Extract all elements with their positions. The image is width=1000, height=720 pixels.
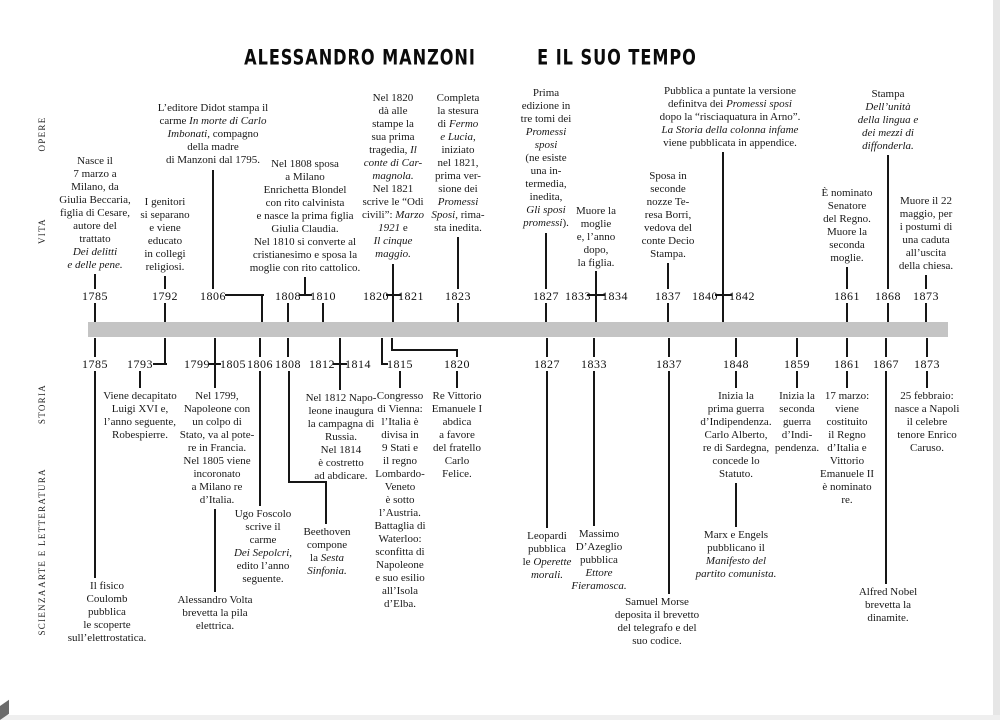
- connector-line: [214, 509, 216, 592]
- event-storia-1820: Re Vittorio Emanuele I abdica a favore del fratello Carlo Felice.: [431, 390, 483, 480]
- connector-line: [885, 338, 887, 357]
- event-opere-1820-1821: Nel 1820 dà alle stampe la sua prima tragedia, Il conte di Car- magnola. Nel 1821 scrive le “Odi civili”: Marzo 1921 e Il cinque maggio.: [361, 92, 425, 260]
- connector-line: [456, 371, 458, 388]
- event-storia-1848: Inizia la prima guerra d’Indipendenza. Carlo Alberto, re di Sardegna, concede lo Statuto.: [700, 390, 772, 480]
- year-above-1785: 1785: [82, 289, 108, 303]
- connector-line: [887, 303, 889, 322]
- year-below-1808: 1808: [275, 357, 301, 371]
- connector-line: [846, 371, 848, 388]
- section-label-scienza: SCIENZA: [37, 588, 47, 636]
- connector-line: [261, 295, 263, 322]
- year-below-1785: 1785: [82, 357, 108, 371]
- event-opere-1840-1842: Pubblica a puntate la versione definitva dei Promessi sposi dopo la “risciaquatura in Arno”. La Storia della colonna infame viene pubblicata in appendice.: [659, 85, 801, 149]
- connector-line: [926, 338, 928, 357]
- connector-line: [796, 338, 798, 357]
- year-above-1842: 1842: [729, 289, 755, 303]
- year-above-1792: 1792: [152, 289, 178, 303]
- connector-line: [164, 338, 166, 364]
- connector-line: [391, 349, 458, 351]
- year-above-1827: 1827: [533, 289, 559, 303]
- event-storia-1815: Congresso di Vienna: l’Italia è divisa in 9 Stati e il regno Lombardo- Veneto è sotto l’Austria. Battaglia di Waterloo: sconfitta di Napoleone e suo esilio all’Isola d’Elba.: [374, 390, 426, 610]
- connector-line: [846, 267, 848, 289]
- connector-line: [164, 303, 166, 322]
- event-vita-1808-1810: Nel 1808 sposa a Milano Enrichetta Blondel con rito calvinista e nasce la prima figlia Giulia Claudia. Nel 1810 si converte al cristianesimo e sposa la moglie con rito cattolico.: [249, 158, 361, 274]
- event-arte-1833: Massimo D’Azeglio pubblica Ettore Fieramosca.: [571, 528, 627, 592]
- connector-line: [925, 275, 927, 289]
- event-opere-1827: Prima edizione in tre tomi dei Promessi sposi (ne esiste una in- termedia, inedita, Gli sposi promessi).: [520, 87, 572, 229]
- event-scienza-1785: Il fisico Coulomb pubblica le scoperte sull’elettrostatica.: [67, 580, 147, 644]
- year-above-1840: 1840: [692, 289, 718, 303]
- event-scienza-1867: Alfred Nobel brevetta la dinamite.: [858, 586, 918, 624]
- connector-line: [287, 338, 289, 357]
- connector-line: [399, 371, 401, 388]
- connector-line: [546, 338, 548, 357]
- event-scienza-1837: Samuel Morse deposita il brevetto del telegrafo e del suo codice.: [614, 596, 700, 647]
- event-vita-1873: Muore il 22 maggio, per i postumi di una caduta all’uscita della chiesa.: [898, 195, 954, 272]
- connector-line: [925, 303, 927, 322]
- year-below-1833: 1833: [581, 357, 607, 371]
- connector-line: [846, 303, 848, 322]
- connector-line: [735, 483, 737, 527]
- timeline-bar: [88, 322, 948, 337]
- event-vita-1861: È nominato Senatore del Regno. Muore la seconda moglie.: [821, 187, 873, 264]
- year-below-1861: 1861: [834, 357, 860, 371]
- connector-line: [259, 338, 261, 357]
- connector-line: [94, 338, 96, 357]
- event-vita-1833-1834: Muore la moglie e, l’anno dopo, la figlia.: [575, 205, 616, 269]
- event-storia-1873: 25 febbraio: nasce a Napoli il celebre tenore Enrico Caruso.: [894, 390, 960, 454]
- connector-line: [457, 303, 459, 322]
- event-opere-1868: Stampa Dell’unità della lingua e dei mezzi di diffonderla.: [857, 88, 919, 152]
- event-arte-1808: Beethoven compone la Sesta Sinfonia.: [303, 526, 351, 577]
- year-above-1873: 1873: [913, 289, 939, 303]
- connector-line: [545, 303, 547, 322]
- connector-line: [164, 276, 166, 289]
- connector-line: [667, 263, 669, 289]
- page-edge-bottom: [0, 715, 1000, 720]
- connector-line: [796, 371, 798, 388]
- event-arte-1827: Leopardi pubblica le Operette morali.: [522, 530, 572, 581]
- connector-line: [94, 303, 96, 322]
- event-arte-1806: Ugo Foscolo scrive il carme Dei Sepolcri, edito l’anno seguente.: [233, 508, 293, 585]
- year-above-1861: 1861: [834, 289, 860, 303]
- section-label-opere: OPERE: [37, 116, 47, 152]
- connector-line: [139, 371, 141, 388]
- page-title-left: ALESSANDRO MANZONI: [244, 45, 476, 71]
- year-below-1805: 1805: [220, 357, 246, 371]
- section-label-arte: ARTE E LETTERATURA: [37, 468, 47, 588]
- event-arte-1848: Marx e Engels pubblicano il Manifesto del partito comunista.: [695, 529, 777, 580]
- event-storia-1861: 17 marzo: viene costituito il Regno d’Italia e Vittorio Emanuele II è nominato re.: [819, 390, 875, 506]
- year-below-1793: 1793: [127, 357, 153, 371]
- year-below-1806: 1806: [247, 357, 273, 371]
- connector-line: [593, 338, 595, 357]
- year-below-1812: 1812: [309, 357, 335, 371]
- year-above-1868: 1868: [875, 289, 901, 303]
- event-scienza-volta: Alessandro Volta brevetta la pila elettrica.: [177, 594, 253, 632]
- connector-line: [325, 482, 327, 524]
- connector-line: [545, 233, 547, 289]
- year-below-1837: 1837: [656, 357, 682, 371]
- connector-line: [668, 338, 670, 357]
- connector-line: [593, 371, 595, 526]
- section-label-storia: STORIA: [37, 383, 47, 425]
- connector-line: [212, 170, 214, 289]
- connector-line: [546, 371, 548, 528]
- year-above-1810: 1810: [310, 289, 336, 303]
- year-above-1806: 1806: [200, 289, 226, 303]
- page-edge-right: [993, 0, 1000, 720]
- year-above-1833: 1833: [565, 289, 591, 303]
- connector-line: [926, 371, 928, 388]
- year-above-1820: 1820: [363, 289, 389, 303]
- event-storia-1793: Viene decapitato Luigi XVI e, l’anno seguente, Robespierre.: [103, 390, 177, 441]
- event-vita-1785: Nasce il 7 marzo a Milano, da Giulia Beccaria, figlia di Cesare, autore del trattato Dei delitti e delle pene.: [59, 155, 131, 271]
- event-vita-1792: I genitori si separano e viene educato in collegi religiosi.: [140, 196, 190, 273]
- section-label-vita: VITA: [37, 218, 47, 244]
- event-opere-1806: L’editore Didot stampa il carme In morte di Carlo Imbonati, compagno della madre di Manzoni dal 1795.: [157, 102, 269, 166]
- year-below-1873: 1873: [914, 357, 940, 371]
- year-above-1823: 1823: [445, 289, 471, 303]
- year-below-1827: 1827: [534, 357, 560, 371]
- event-storia-1812-1814: Nel 1812 Napo- leone inaugura la campagna di Russia. Nel 1814 è costretto ad abdicare.: [305, 392, 377, 482]
- year-above-1821: 1821: [398, 289, 424, 303]
- connector-line: [735, 338, 737, 357]
- connector-line: [457, 237, 459, 289]
- year-above-1837: 1837: [655, 289, 681, 303]
- connector-line: [322, 303, 324, 322]
- connector-line: [846, 338, 848, 357]
- event-storia-1859: Inizia la seconda guerra d’Indi- pendenza.: [774, 390, 820, 454]
- event-opere-1823: Completa la stesura di Fermo e Lucia, iniziato nel 1821, prima ver- sione dei Promessi Sposi, rima- sta inedita.: [431, 92, 485, 234]
- connector-line: [456, 350, 458, 357]
- event-vita-1837: Sposa in seconde nozze Te- resa Borri, vedova del conte Decio Stampa.: [641, 170, 695, 260]
- year-below-1815: 1815: [387, 357, 413, 371]
- event-storia-1799-1805: Nel 1799, Napoleone con un colpo di Stato, va al pote- re in Francia. Nel 1805 viene incoronato a Milano re d’Italia.: [179, 390, 255, 506]
- year-below-1867: 1867: [873, 357, 899, 371]
- year-above-1808: 1808: [275, 289, 301, 303]
- year-below-1848: 1848: [723, 357, 749, 371]
- year-above-1834: 1834: [602, 289, 628, 303]
- year-below-1799: 1799: [184, 357, 210, 371]
- year-below-1820: 1820: [444, 357, 470, 371]
- page-title-right: E IL SUO TEMPO: [537, 45, 697, 71]
- year-below-1859: 1859: [784, 357, 810, 371]
- connector-line: [735, 371, 737, 388]
- year-below-1814: 1814: [345, 357, 371, 371]
- connector-line: [287, 303, 289, 322]
- connector-line: [94, 274, 96, 289]
- connector-line: [667, 303, 669, 322]
